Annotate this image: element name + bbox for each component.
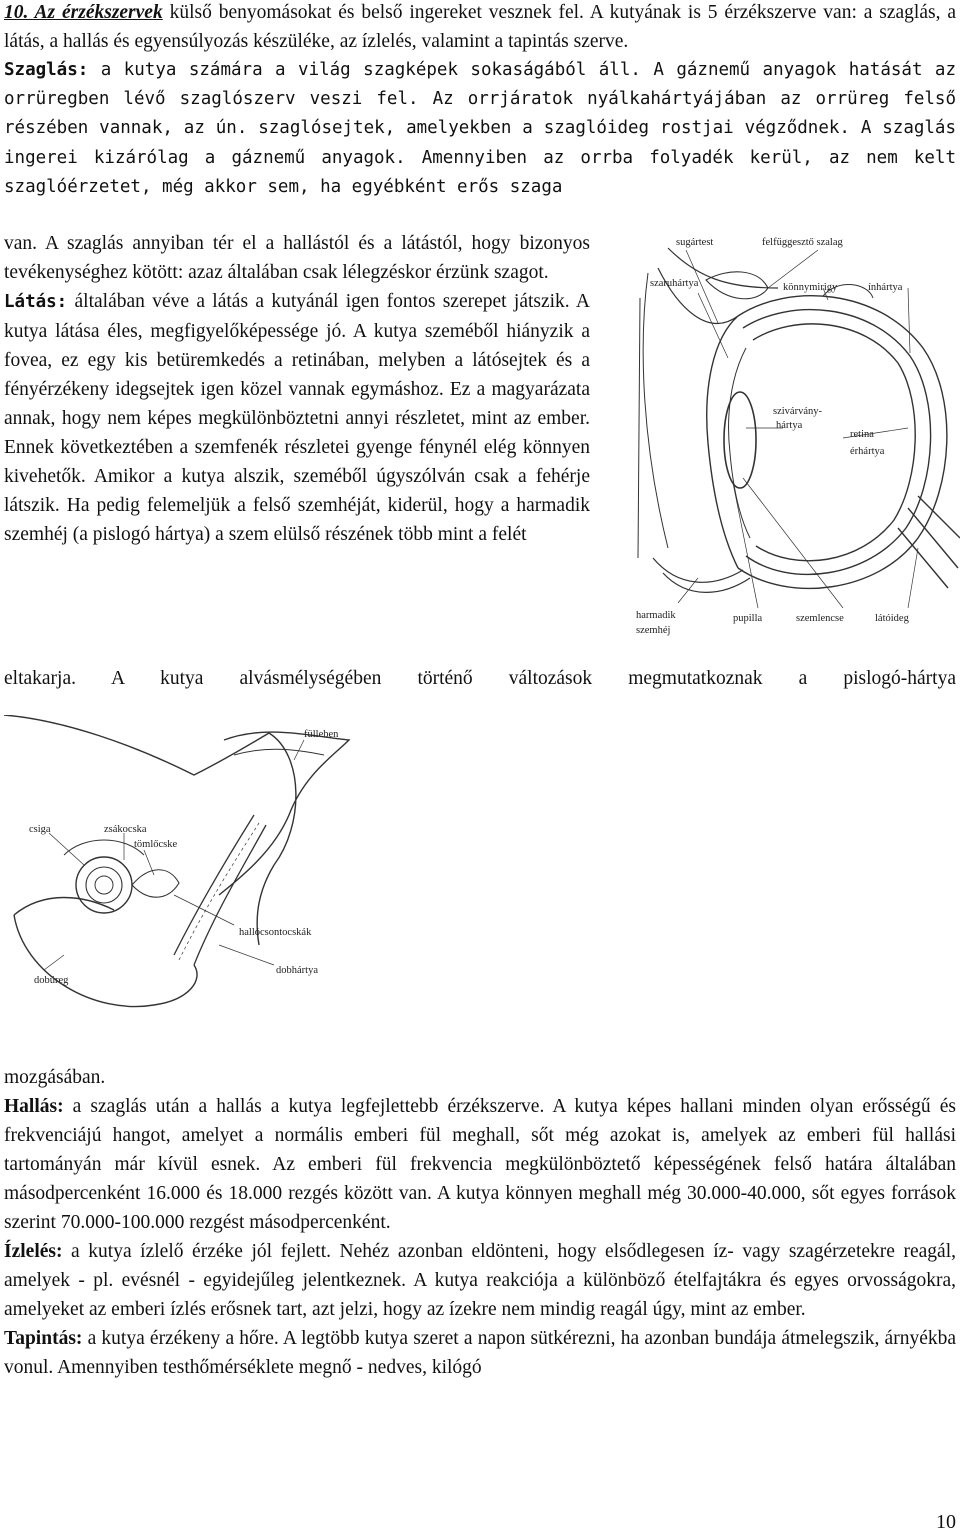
sight-last-line: eltakarja. A kutya alvásmélységében történő változások megmutatkoznak a pislogó-hártya bbox=[4, 668, 956, 689]
eye-column-text bbox=[4, 229, 590, 549]
movement-line: mozgásában. bbox=[4, 1067, 106, 1088]
sight-heading: Látás: bbox=[4, 292, 68, 312]
label-sugartest: sugártest bbox=[676, 237, 714, 248]
smell-text: a kutya számára a világ szagképek sokaságából áll. A gáznemű anyagok hatását az orrüregben lévő szaglószerv veszi fel. Az orrjáratok nyálkahártyájában az orrüreg felső részében vannak, az ún. szaglósejtek, amelyekben a szaglóideg rostjai végződnek. A szaglás ingerei kizárólag a gáznemű anyagok. Amennyiben az orrba folyadék kerül, az nem kelt szaglóérzetet, még akkor sem, ha egyébként erős szaga bbox=[4, 60, 956, 197]
ear-diagram bbox=[4, 715, 364, 1060]
label-szaruhartya: szaruhártya bbox=[650, 278, 699, 289]
section-title: 10. Az érzékszervek bbox=[4, 2, 163, 23]
taste-text: a kutya ízlelő érzéke jól fejlett. Nehéz azonban eldönteni, hogy elsődlegesen íz- vagy szagérzetekre reagál, amelyek - pl. evésnél - egyidejűleg jelentkeznek. A kutya reakciója a különböző ételfajtákra és egyes orvosságokra, amelyeket az emberi ízlés erősnek tart, azt jelzi, hogy az ízekre nem mindig reagál úgy, mint az ember. bbox=[4, 1241, 956, 1320]
label-erhartya: érhártya bbox=[850, 446, 885, 457]
intro-section bbox=[4, 0, 956, 202]
sight-text: általában véve a látás a kutyánál igen fontos szerepet játszik. A kutya látása éles, megfigyelőképessége jó. A kutya szeméből hiányzik a fovea, ez egy kis betüremkedés a retinában, melyben a látósejtek és a fényérzékeny idegsejtek igen közel vannak egymáshoz. Ez a magyarázata annak, hogy nem képes megkülönböztetni annyi részletet, mint az ember. Ennek következtében a szemfenék részletei gyenge fénynél elég könnyen kivehetők. Amikor a kutya alszik, szeméből úgyszólván csak a fehérje látszik. Ha pedig felemeljük a felső szemhéját, kiderül, hogy a harmadik szemhéj (a pislogó hártya) a szem elülső részének több mint a felét bbox=[4, 291, 590, 545]
hearing-heading: Hallás: bbox=[4, 1096, 64, 1117]
touch-paragraph bbox=[4, 1324, 956, 1382]
label-zsakocska: zsákocska bbox=[104, 824, 147, 835]
intro-text: külső benyomásokat és belső ingereket vesznek fel. A kutyának is 5 érzékszerve van: a szaglás, a látás, a hallás és egyensúlyozás készüléke, az ízlelés, valamint a tapintás szerve. bbox=[4, 2, 956, 52]
label-dobureg: dobüreg bbox=[34, 975, 69, 986]
eye-diagram bbox=[618, 228, 960, 656]
label-tomlocske: tömlőcske bbox=[134, 839, 178, 850]
label-dobhartya: dobhártya bbox=[276, 965, 318, 976]
label-latoideg: látóideg bbox=[875, 613, 909, 624]
label-hallocsontocskak: hallócsontocskák bbox=[239, 927, 312, 938]
smell-paragraph bbox=[4, 56, 956, 202]
intro-paragraph bbox=[4, 0, 956, 56]
hearing-text: a szaglás után a hallás a kutya legfejlettebb érzékszerve. A kutya képes hallani minden olyan erősségű és frekvenciájú hangot, amelyet a normális emberi fül meghall, sőt még azokat is, amelyek az emberi fül hallási tartományán már kívül esnek. Az emberi fül frekvencia megkülönböztető képességének felső határa általában másodpercenként 16.000 és 18.000 rezgés között van. A kutya könnyen meghall még 30.000-40.000, sőt egyes források szerint 70.000-100.000 rezgést másodpercenként. bbox=[4, 1096, 956, 1233]
label-fullebeny: fülleben bbox=[304, 729, 339, 740]
label-szemlencse: szemlencse bbox=[796, 613, 844, 624]
label-retina: retina bbox=[850, 429, 874, 440]
lower-section bbox=[4, 1063, 956, 1382]
smell-continuation: van. A szaglás annyiban tér el a hallástól és a látástól, hogy bizonyos tevékenységhez kötött: azaz általában csak lélegzéskor érzünk szagot. bbox=[4, 233, 590, 283]
page-number: 10 bbox=[936, 1511, 956, 1533]
label-csiga: csiga bbox=[29, 824, 51, 835]
label-szemhej: szemhéj bbox=[636, 625, 671, 636]
smell-heading: Szaglás: bbox=[4, 60, 89, 80]
taste-heading: Ízlelés: bbox=[4, 1241, 63, 1262]
label-pupilla: pupilla bbox=[733, 613, 763, 624]
touch-heading: Tapintás: bbox=[4, 1328, 83, 1349]
touch-text: a kutya érzékeny a hőre. A legtöbb kutya szeret a napon sütkérezni, ha azonban bundája átmelegszik, árnyékba vonul. Amennyiben testhőmérséklete megnő - nedves, kilógó bbox=[4, 1328, 956, 1378]
label-szivarvany: szivárvány- bbox=[773, 406, 822, 417]
label-konnymirigy: könnymirigy bbox=[783, 282, 838, 293]
label-harmadik: harmadik bbox=[636, 610, 676, 621]
label-inhartya: ínhártya bbox=[868, 282, 903, 293]
label-felfuggeszto-szalag: felfüggesztő szalag bbox=[762, 237, 843, 248]
taste-paragraph bbox=[4, 1237, 956, 1324]
hearing-paragraph bbox=[4, 1092, 956, 1237]
sight-last-line-wrap bbox=[4, 664, 956, 693]
sight-paragraph bbox=[4, 287, 590, 549]
label-hartya: hártya bbox=[776, 420, 803, 431]
